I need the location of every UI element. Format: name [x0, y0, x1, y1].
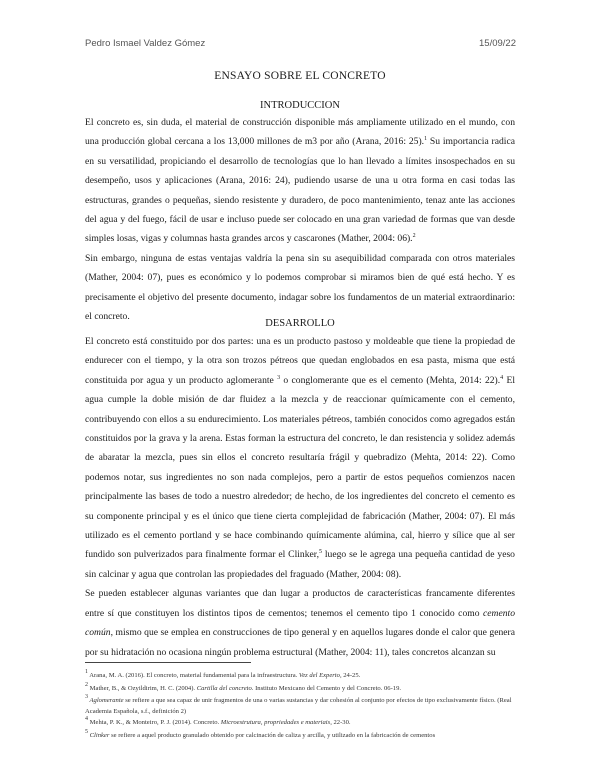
- development-paragraph-2: Se pueden establecer algunas variantes que dan lugar a productos de características francamente diferentes entre sí que constituyen los distintos tipos de cementos; tenemos el cemento tipo 1 conocido como cemento común, mismo que se emplea en construcciones de tipo general y en aquellos lugares donde el calor que genera por su hidratación no ocasiona ningún problema estructural (Mather, 2004: 11), tales concretos alcanzan su: [85, 588, 515, 658]
- development-paragraph-1: El concreto está constituido por dos partes: una es un producto pastoso y moldeable que tiene la propiedad de endurecer con el tiempo, y la otra son trozos pétreos que quedan englobados en esa pasta, misma que está constituida por agua y un producto aglomerante $^3$ o conglomerante que es el cemento (Mehta, 2014: 22).$^4$ El agua cumple la doble misión de dar fluidez a la mezcla y de reaccionar químicamente con el cemento, contribuyendo con ellos a su endurecimiento. Los materiales pétreos, también conocidos como agregados están constituidos por la grava y la arena. Estas forman la estructura del concreto, le dan resistencia y solidez además de abaratar la mezcla, pues sin ellos el concreto resultaría frágil y quebradizo (Mehta, 2014: 22). Como podemos notar, sus ingredientes no son nada complejos, pero a partir de estos pequeños comienzos nacen principalmente las bases de todo a nuestro alrededor; de hecho, de los ingredientes del concreto el cemento es su componente principal y es el único que tiene cierta complejidad de fabricación (Mather, 2004: 07). El más utilizado es el cemento portland y se hace combinando químicamente alúmina, cal, hierro y sílice que al ser fundido son pulverizados para finalmente formar el Clinker,$^5$ luego se le agrega una pequeña cantidad de yeso sin calcinar y agua que controlan las propiedades del fraguado (Mather, 2004: 08).: [85, 336, 515, 580]
- footnote-3: $^3$ Aglomerante se refiere a que sea capaz de unir fragmentos de una o varias sustancias y dar cohesión al conjunto por efectos de tipo exclusivamente físico. (Real Academia Española, s.f., definición 2): [85, 694, 512, 715]
- footnote-1: $^1$ Arana, M. A. (2016). El concreto, material fundamental para la infraestructura. Vez del Experto, 24-25.: [85, 669, 361, 679]
- footnote-divider: [85, 662, 251, 663]
- footnote-2: $^2$ Mather, B., & Ozyildirim, H. C. (2004). Cartilla del concreto. Instituto Mexicano del Cemento y del Concreto. 06-19.: [85, 681, 402, 692]
- intro-body: [85, 113, 515, 326]
- header-author: Pedro Ismael Valdez Gómez: [85, 38, 206, 49]
- document-title: ENSAYO SOBRE EL CONCRETO: [214, 70, 386, 82]
- development-heading: DESARROLLO: [265, 318, 335, 329]
- intro-heading: INTRODUCCION: [260, 100, 340, 111]
- footnote-ref-3[interactable]: 3: [277, 374, 281, 381]
- footnote-ref-5[interactable]: 5: [318, 549, 322, 556]
- header-date: 15/09/22: [479, 38, 516, 49]
- footnote-ref-4[interactable]: 4: [500, 374, 504, 381]
- footnote-5: $^5$ Clinker se refiere a aquel producto granulado obtenido por calcinación de caliza y arcilla, y utilizado en la fabricación de cementos: [85, 728, 436, 739]
- footnote-4: $^4$ Mehta, P. K., & Monteiro, P. J. (2014). Concreto. Microestrutura, propriedades e materiais, 22-30.: [85, 716, 351, 726]
- footnote-ref-2[interactable]: 2: [412, 233, 416, 240]
- development-body: [85, 332, 515, 662]
- intro-paragraph-2: Sin embargo, ninguna de estas ventajas valdría la pena sin su asequibilidad comparada con otros materiales (Mather, 2004: 07), pues es económico y lo podemos comprobar si miramos bien de qué está hecho. Y es precisamente el objetivo del presente documento, indagar sobre los fundamentos de un material extraordinario: el concreto.: [85, 252, 515, 323]
- footnote-ref-1[interactable]: 1: [424, 136, 428, 143]
- footnotes: [85, 670, 517, 742]
- intro-paragraph-1: El concreto es, sin duda, el material de construcción disponible más ampliamente utilizado en el mundo, con una producción global cercana a los 13,000 millones de m3 por año (Arana, 2016: 25).$^1$ Su importancia radica en su versatilidad, propiciando el desarrollo de tecnologías que lo han llevado a límites insospechados en su desempeño, usos y aplicaciones (Arana, 2016: 24), pudiendo usarse de una u otra forma en casi todas las estructuras, grandes o pequeñas, siendo resistente y duradero, de poco mantenimiento, tenaz ante las acciones del agua y del fuego, fácil de usar e incluso puede ser colocado en una gran variedad de formas que van desde simples losas, vigas y columnas hasta grandes arcos y cascarones (Mather, 2004: 06).$^2$: [85, 117, 515, 245]
